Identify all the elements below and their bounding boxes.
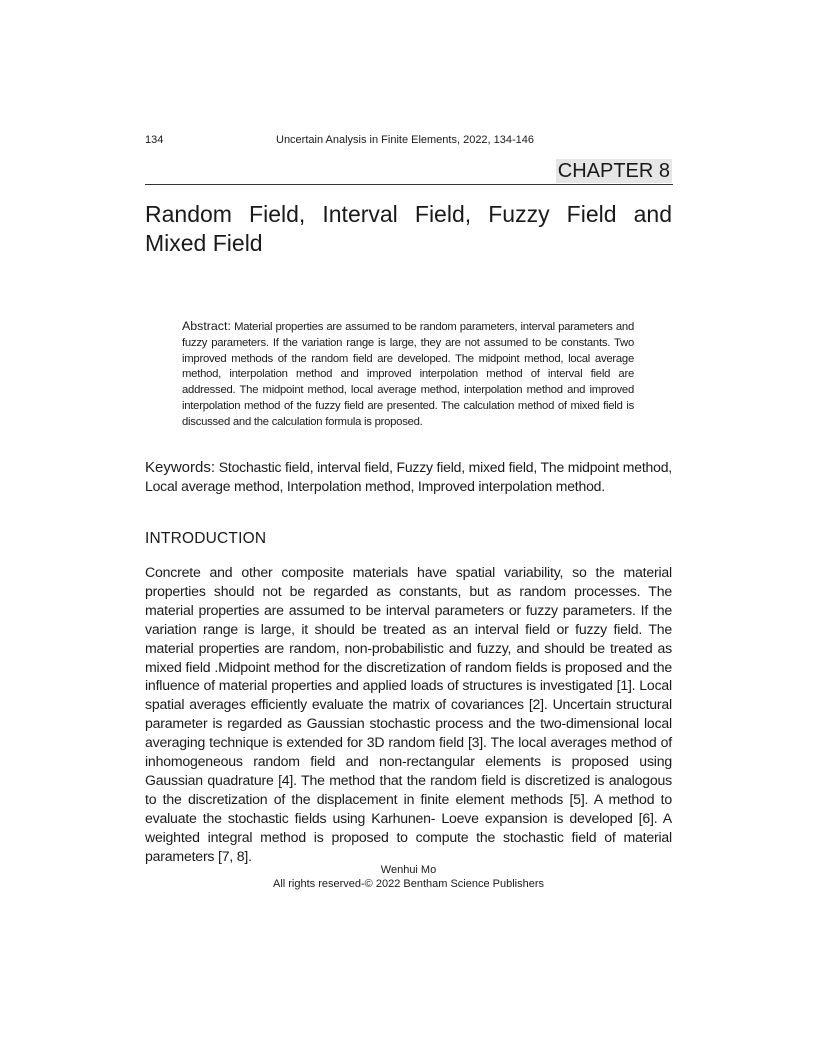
page-header xyxy=(145,132,672,148)
keywords-text: Stochastic field, interval field, Fuzzy field, mixed field, The midpoint method, Local average method, Interpolation method, Improved interpolation method. xyxy=(145,459,672,494)
page-number: 134 xyxy=(145,134,164,146)
abstract xyxy=(182,319,634,431)
introduction-paragraph: Concrete and other composite materials have spatial variability, so the material properties should not be regarded as constants, but as random processes. The material properties are assumed to be interval parameters or fuzzy parameters. If the variation range is large, it should be treated as an interval field or fuzzy field. The material properties are random, non-probabilistic and fuzzy, and should be treated as mixed field .Midpoint method for the discretization of random fields is proposed and the influence of material properties and applied loads of structures is investigated [1]. Local spatial averages efficiently evaluate the matrix of covariances [2]. Uncertain structural parameter is regarded as Gaussian stochastic process and the two-dimensional local averaging technique is extended for 3D random field [3]. The local averages method of inhomogeneous random field and non-rectangular elements is proposed using Gaussian quadrature [4]. The method that the random field is discretized is analogous to the discretization of the displacement in finite element methods [5]. A method to evaluate the stochastic fields using Karhunen- Loeve expansion is developed [6]. A weighted integral method is proposed to compute the stochastic field of material parameters [7, 8]. xyxy=(145,564,672,864)
header-rule xyxy=(145,184,673,185)
abstract-text: Material properties are assumed to be random parameters, interval parameters and fuzzy parameters. If the variation range is large, they are not assumed to be constants. Two improved methods of the random field are developed. The midpoint method, local average method, interpolation method and improved interpolation method of interval field are addressed. The midpoint method, local average method, interpolation method and improved interpolation method of the fuzzy field are presented. The calculation method of mixed field is discussed and the calculation formula is proposed. xyxy=(182,321,634,428)
chapter-title: Random Field, Interval Field, Fuzzy Field and Mixed Field xyxy=(145,201,672,256)
page-footer xyxy=(145,863,672,891)
keywords-label: Keywords: xyxy=(145,459,216,476)
abstract-label: Abstract: xyxy=(182,319,231,333)
keywords xyxy=(145,458,672,496)
chapter-label: CHAPTER 8 xyxy=(557,160,670,182)
footer-copyright: All rights reserved-© 2022 Bentham Science Publishers xyxy=(272,878,544,890)
footer-author: Wenhui Mo xyxy=(380,864,437,876)
running-head: Uncertain Analysis in Finite Elements, 2022, 134-146 xyxy=(276,134,535,146)
section-heading-introduction: INTRODUCTION xyxy=(145,530,267,547)
